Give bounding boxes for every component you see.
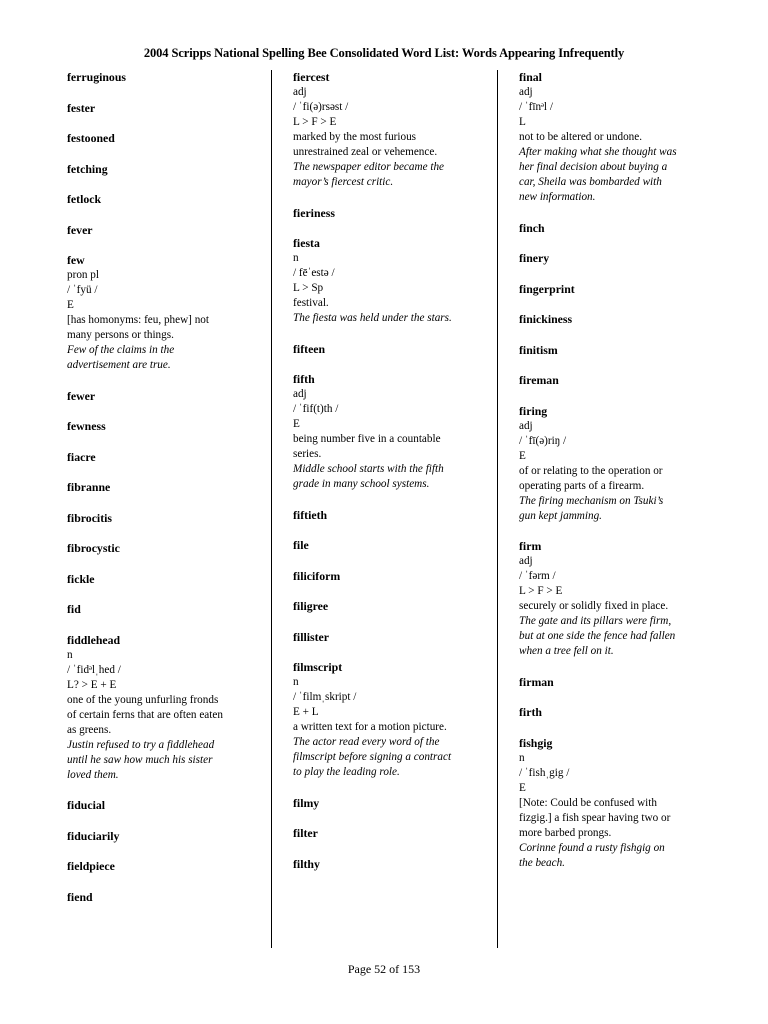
headword: fingerprint <box>519 281 575 296</box>
part-of-speech: adj <box>519 419 533 432</box>
definition-line: one of the young unfurling fronds <box>67 693 219 706</box>
example-sentence-line: advertisement are true. <box>67 359 171 371</box>
headword: festooned <box>67 131 115 145</box>
word-entry <box>519 736 707 871</box>
headword: file <box>293 538 309 552</box>
word-entry <box>293 826 481 841</box>
word-entry <box>67 829 255 844</box>
headword: fibrocitis <box>67 510 112 525</box>
headword: ferruginous <box>67 70 126 84</box>
word-entry <box>293 508 481 523</box>
word-entry <box>293 538 481 553</box>
page-number: Page 52 of 153 <box>347 962 421 976</box>
word-column-3 <box>519 70 707 886</box>
word-entry <box>519 373 707 388</box>
word-entry <box>67 480 255 495</box>
word-entry <box>67 253 255 373</box>
word-entry <box>67 389 255 404</box>
example-sentence-line: The gate and its pillars were firm, <box>519 615 672 627</box>
pronunciation: / ˈfidᵊlˌhed / <box>67 663 121 676</box>
headword: finch <box>519 220 545 235</box>
word-entry <box>293 342 481 357</box>
part-of-speech: adj <box>293 388 307 400</box>
definition-line: being number five in a countable <box>293 433 441 445</box>
word-entry <box>519 705 707 720</box>
word-column-2 <box>293 70 481 887</box>
word-entry <box>67 602 255 617</box>
definition-line: festival. <box>293 297 329 309</box>
word-entry <box>519 312 707 327</box>
headword: firman <box>519 674 554 689</box>
word-entry <box>293 569 481 584</box>
example-sentence-line: her final decision about buying a <box>519 161 668 173</box>
part-of-speech: pron pl <box>67 269 100 281</box>
example-sentence-line: The actor read every word of the <box>293 736 440 748</box>
headword: firm <box>519 539 542 553</box>
word-entry <box>293 70 481 190</box>
word-entry <box>67 633 255 783</box>
etymology: L <box>519 116 526 128</box>
headword: finitism <box>519 342 558 357</box>
headword: fieriness <box>293 205 335 220</box>
word-entry <box>293 796 481 811</box>
etymology: E + L <box>293 706 319 718</box>
headword: fewer <box>67 388 96 403</box>
etymology: L? > E + E <box>67 678 117 691</box>
etymology: L > Sp <box>293 282 324 294</box>
word-entry <box>67 419 255 434</box>
headword: final <box>519 70 542 84</box>
headword: finery <box>519 251 550 265</box>
pronunciation: / ˈfif(t)th / <box>293 403 339 415</box>
example-sentence-line: After making what she thought was <box>519 146 677 158</box>
word-entry <box>519 70 707 205</box>
word-entry <box>67 70 255 85</box>
word-entry <box>67 798 255 813</box>
word-column-1 <box>67 70 255 920</box>
part-of-speech: adj <box>519 86 533 98</box>
word-entry <box>293 857 481 872</box>
etymology: L > F > E <box>293 116 337 128</box>
page-title: 2004 Scripps National Spelling Bee Consolidated Word List: Words Appearing Infrequently <box>143 46 625 60</box>
part-of-speech: n <box>293 252 299 264</box>
headword: fishgig <box>519 735 553 750</box>
etymology: E <box>293 418 300 430</box>
headword: fester <box>67 100 96 115</box>
headword: fiend <box>67 889 93 904</box>
word-entry <box>293 660 481 780</box>
word-entry <box>67 450 255 465</box>
part-of-speech: adj <box>519 555 533 567</box>
part-of-speech: adj <box>293 86 307 98</box>
example-sentence-line: loved them. <box>67 768 119 781</box>
pronunciation: / ˈfīnᵊl / <box>519 101 553 113</box>
etymology: L > F > E <box>519 585 563 597</box>
word-entry <box>519 251 707 266</box>
column-divider <box>271 70 272 948</box>
headword: fibranne <box>67 480 111 494</box>
example-sentence-line: car, Sheila was bombarded with <box>519 176 662 188</box>
word-entry <box>67 131 255 146</box>
word-entry <box>293 599 481 614</box>
pronunciation: / ˈfyü / <box>67 284 98 296</box>
headword: firing <box>519 403 548 418</box>
definition-line: more barbed prongs. <box>519 826 612 839</box>
headword: fireman <box>519 373 559 387</box>
part-of-speech: n <box>519 751 525 764</box>
part-of-speech: n <box>67 648 73 661</box>
example-sentence-line: Corinne found a rusty fishgig on <box>519 841 665 854</box>
pronunciation: / ˈfilmˌskript / <box>293 691 357 703</box>
example-sentence-line: grade in many school systems. <box>293 478 430 490</box>
headword: filmscript <box>293 660 343 674</box>
example-sentence-line: new information. <box>519 191 596 203</box>
definition-line: operating parts of a firearm. <box>519 479 645 492</box>
definition-line: [Note: Could be confused with <box>519 796 657 809</box>
word-entry <box>293 236 481 326</box>
example-sentence-line: The newspaper editor became the <box>293 161 444 173</box>
word-entry <box>293 630 481 645</box>
example-sentence-line: filmscript before signing a contract <box>293 751 452 763</box>
example-sentence-line: the beach. <box>519 856 565 869</box>
headword: fiercest <box>293 70 330 84</box>
headword: fever <box>67 222 93 237</box>
headword: fifteen <box>293 341 326 356</box>
word-entry <box>67 223 255 238</box>
word-entry <box>67 859 255 874</box>
headword: filmy <box>293 795 320 810</box>
headword: firth <box>519 705 542 719</box>
word-entry <box>519 404 707 524</box>
word-entry <box>67 101 255 116</box>
word-entry <box>67 541 255 556</box>
headword: fibrocystic <box>67 541 120 555</box>
example-sentence-line: The firing mechanism on Tsuki’s <box>519 494 664 507</box>
pronunciation: / ˈfishˌgig / <box>519 766 570 779</box>
definition-line: many persons or things. <box>67 329 174 341</box>
example-sentence-line: mayor’s fiercest critic. <box>293 176 394 188</box>
headword: few <box>67 253 85 267</box>
example-sentence-line: The fiesta was held under the stars. <box>293 312 452 324</box>
headword: filter <box>293 826 318 840</box>
word-entry <box>519 282 707 297</box>
example-sentence-line: gun kept jamming. <box>519 509 602 522</box>
example-sentence-line: but at one side the fence had fallen <box>519 630 676 642</box>
definition-line: as greens. <box>67 723 112 736</box>
headword: filiciform <box>293 568 341 583</box>
column-divider <box>497 70 498 948</box>
word-entry <box>67 572 255 587</box>
definition-line: [has homonyms: feu, phew] not <box>67 314 209 326</box>
definition-line: of certain ferns that are often eaten <box>67 708 223 721</box>
word-entry <box>67 890 255 905</box>
definition-line: a written text for a motion picture. <box>293 721 447 733</box>
word-entry <box>519 221 707 236</box>
definition-line: not to be altered or undone. <box>519 131 643 143</box>
headword: fetching <box>67 161 108 176</box>
headword: finickiness <box>519 312 573 326</box>
headword: fiduciarily <box>67 828 120 843</box>
word-entry <box>519 675 707 690</box>
definition-line: series. <box>293 448 322 460</box>
headword: fiddlehead <box>67 632 121 647</box>
headword: filthy <box>293 856 320 871</box>
example-sentence-line: until he saw how much his sister <box>67 753 213 766</box>
headword: fillister <box>293 629 330 644</box>
word-entry <box>67 192 255 207</box>
headword: filigree <box>293 599 329 613</box>
definition-line: fizgig.] a fish spear having two or <box>519 811 671 824</box>
headword: fetlock <box>67 192 102 206</box>
word-entry <box>293 372 481 492</box>
word-entry <box>293 206 481 221</box>
word-entry <box>519 343 707 358</box>
headword: fewness <box>67 419 106 433</box>
headword: fiducial <box>67 798 106 812</box>
headword: fickle <box>67 571 95 586</box>
headword: fiesta <box>293 236 320 250</box>
headword: fifth <box>293 372 315 386</box>
pronunciation: / ˈfi(ə)rsəst / <box>293 101 349 113</box>
headword: fid <box>67 602 81 616</box>
headword: fieldpiece <box>67 859 115 873</box>
definition-line: marked by the most furious <box>293 131 417 143</box>
headword: fiftieth <box>293 507 328 522</box>
headword: fiacre <box>67 449 96 464</box>
definition-line: of or relating to the operation or <box>519 464 663 477</box>
part-of-speech: n <box>293 676 299 688</box>
word-entry <box>519 539 707 659</box>
example-sentence-line: when a tree fell on it. <box>519 645 614 657</box>
definition-line: securely or solidly fixed in place. <box>519 600 669 612</box>
etymology: E <box>67 299 74 311</box>
pronunciation: / ˈfərm / <box>519 570 556 582</box>
word-entry <box>67 162 255 177</box>
example-sentence-line: Middle school starts with the fifth <box>293 463 444 475</box>
definition-line: unrestrained zeal or vehemence. <box>293 146 438 158</box>
example-sentence-line: Few of the claims in the <box>67 344 175 356</box>
example-sentence-line: to play the leading role. <box>293 766 400 778</box>
pronunciation: / ˈfī(ə)riŋ / <box>519 434 567 447</box>
etymology: E <box>519 781 526 794</box>
pronunciation: / fēˈestə / <box>293 267 335 279</box>
word-entry <box>67 511 255 526</box>
example-sentence-line: Justin refused to try a fiddlehead <box>67 738 215 751</box>
etymology: E <box>519 449 526 462</box>
